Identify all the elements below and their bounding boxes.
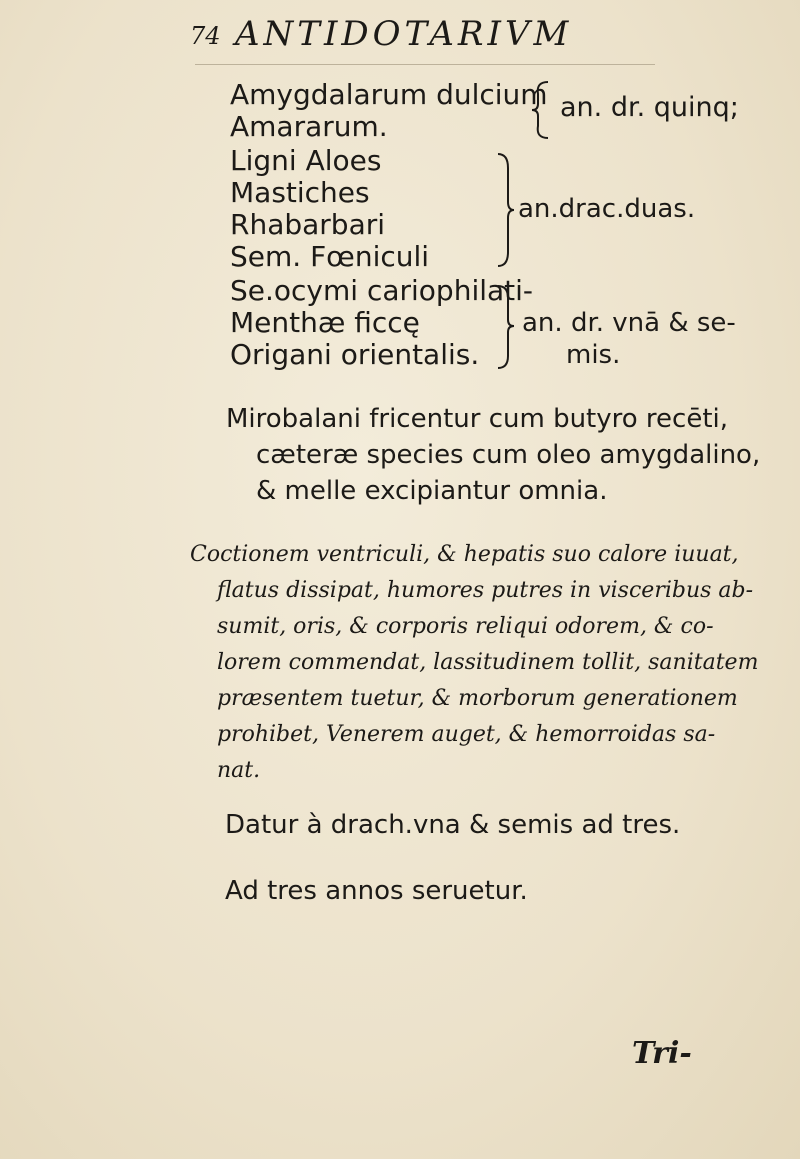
ingredient-line: Amararum.: [230, 110, 388, 143]
brace-group-3: [494, 282, 516, 372]
page-number: 74: [190, 22, 221, 50]
running-title: ANTIDOTARIVM: [235, 14, 573, 54]
virtues-line: flatus dissipat, humores putres in visceribus ab-: [217, 578, 754, 603]
ingredient-line: Rhabarbari: [230, 208, 386, 241]
dose-text: an.drac.duas.: [518, 194, 696, 224]
instruction-line: & melle excipiantur omnia.: [256, 476, 608, 506]
dose-text: mis.: [566, 340, 621, 370]
ingredient-line: Origani orientalis.: [230, 338, 480, 371]
catchword: Tri-: [632, 1036, 692, 1071]
virtues-line: præsentem tuetur, & morborum generationem: [217, 686, 738, 711]
brace-group-1: [530, 80, 552, 140]
ingredient-line: Sem. Fœniculi: [230, 240, 430, 273]
virtues-line: Coctionem ventriculi, & hepatis suo calore iuuat,: [190, 542, 739, 567]
ingredient-line: Mastiches: [230, 176, 370, 209]
instruction-line: Mirobalani fricentur cum butyro recēti,: [226, 404, 729, 434]
ingredient-line: Amygdalarum dulcium: [230, 78, 548, 111]
instruction-line: cæteræ species cum oleo amygdalino,: [256, 440, 761, 470]
dosage-line: Datur à drach.vna & semis ad tres.: [225, 810, 681, 840]
ingredient-line: Menthæ ficcę: [230, 306, 420, 339]
brace-group-2: [494, 150, 516, 270]
virtues-line: prohibet, Venerem auget, & hemorroidas sa-: [217, 722, 716, 747]
ingredient-line: Se.ocymi cariophilati-: [230, 274, 534, 307]
virtues-line: nat.: [217, 758, 261, 783]
virtues-line: sumit, oris, & corporis reliqui odorem, & co-: [217, 614, 714, 639]
storage-line: Ad tres annos seruetur.: [225, 876, 528, 906]
running-header: [190, 14, 660, 60]
header-rule: [195, 64, 655, 65]
virtues-line: lorem commendat, lassitudinem tollit, sanitatem: [217, 650, 759, 675]
ingredient-line: Ligni Aloes: [230, 144, 382, 177]
dose-text: an. dr. vnā & se-: [522, 308, 736, 338]
dose-text: an. dr. quinq;: [560, 92, 739, 123]
